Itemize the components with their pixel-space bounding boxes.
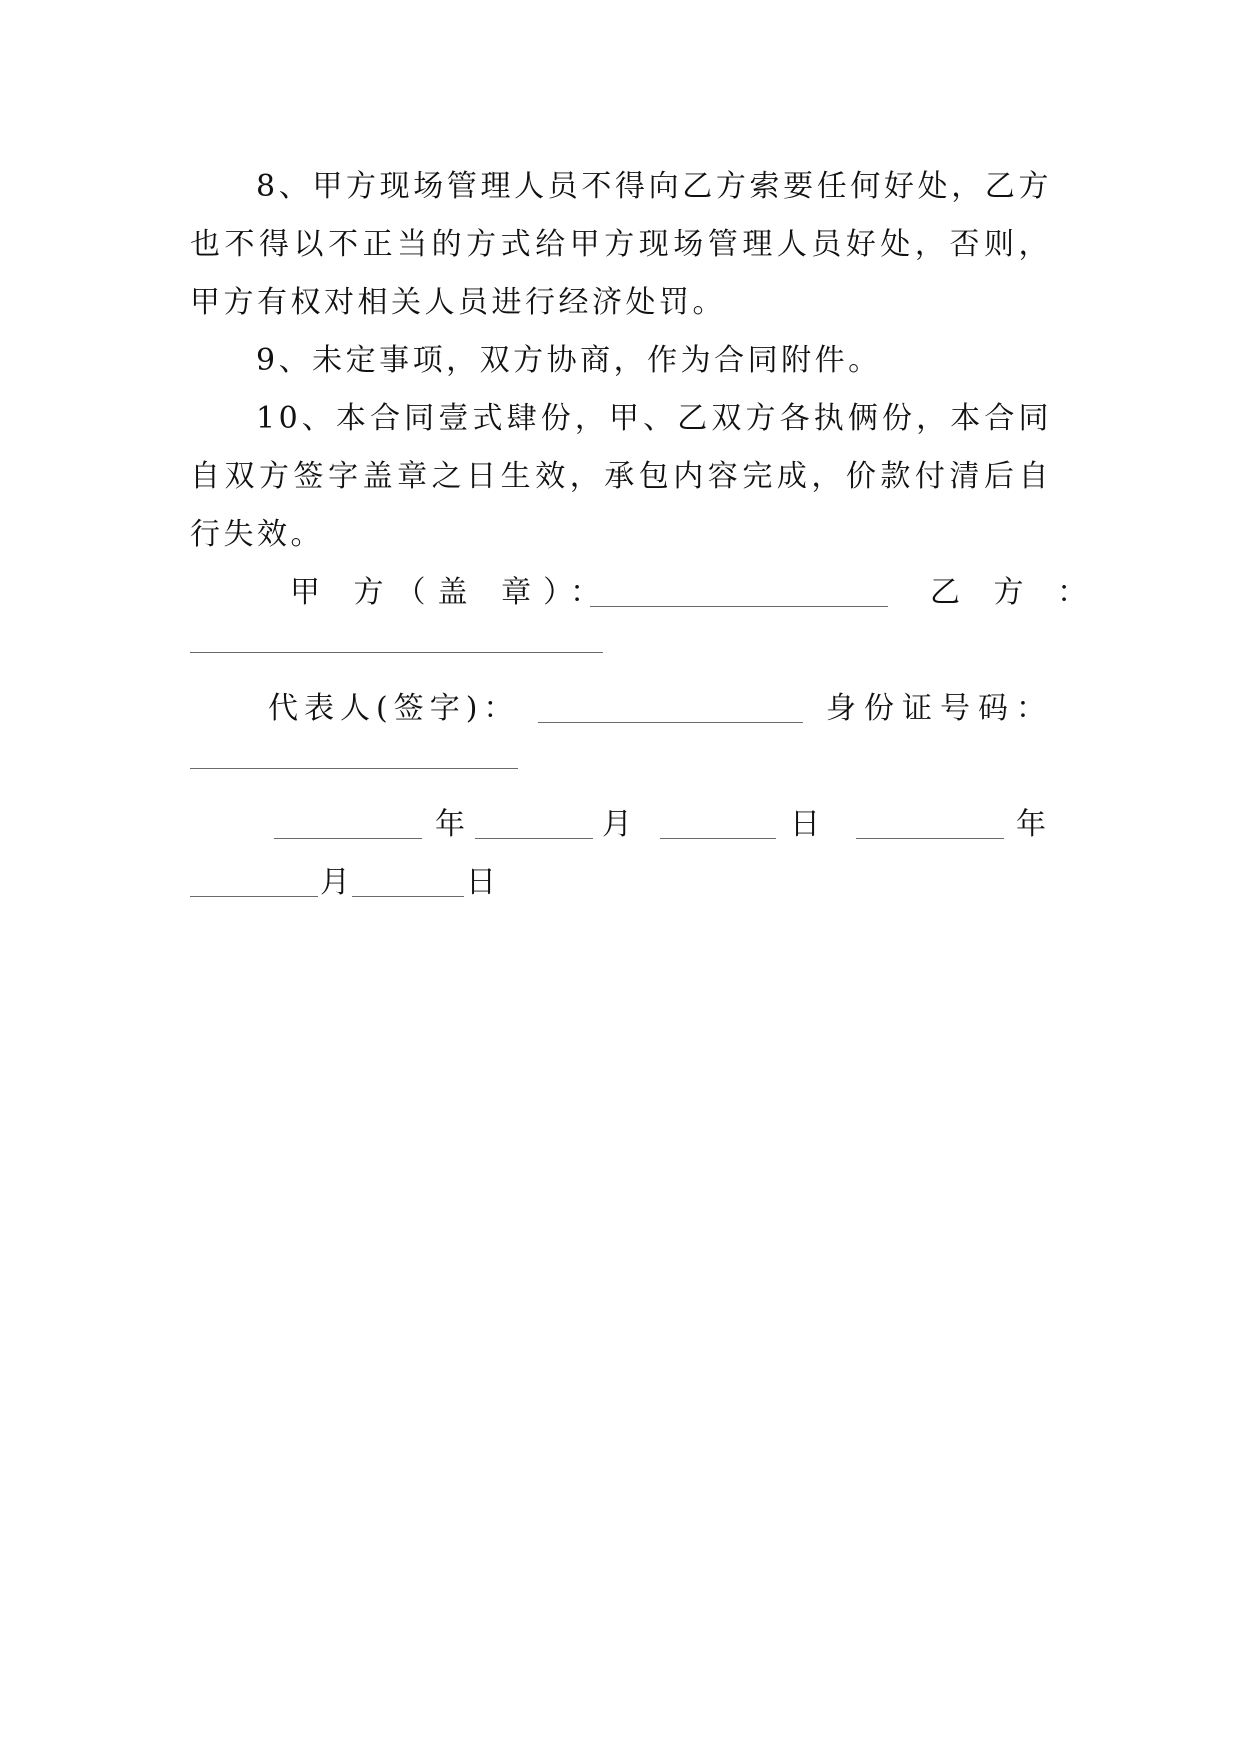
date-b-month-label: 月 [320, 865, 354, 900]
date-b-year-blank [856, 838, 1004, 839]
date-line-a [190, 796, 1052, 854]
date-b-month-blank [190, 896, 318, 897]
contract-body [190, 158, 1100, 912]
date-a-year-label: 年 [435, 807, 469, 842]
date-b-day-label: 日 [466, 865, 500, 900]
party-a-seal-blank [590, 606, 888, 607]
date-a-month-blank [475, 838, 593, 839]
representative-line [190, 680, 1052, 738]
id-number-blank [190, 768, 518, 769]
clause-9: 9、未定事项，双方协商，作为合同附件。 [256, 343, 882, 378]
representative-blank [538, 722, 803, 723]
id-number-label: 身份证号码： [826, 691, 1054, 726]
party-b-label: 乙 方 ： [930, 575, 1100, 610]
date-a-day-blank [660, 838, 776, 839]
representative-label: 代表人(签字)： [268, 691, 520, 726]
date-b-day-blank [352, 896, 464, 897]
date-a-day-label: 日 [790, 807, 824, 842]
date-b-year-label: 年 [1016, 807, 1050, 842]
date-a-month-label: 月 [602, 807, 636, 842]
party-b-blank [190, 652, 603, 653]
date-line-b [190, 854, 1052, 912]
clause-8: 8、甲方现场管理人员不得向乙方索要任何好处，乙方也不得以不正当的方式给甲方现场管理人员好处，否则，甲方有权对相关人员进行经济处罚。 [190, 169, 1052, 320]
date-a-year-blank [274, 838, 422, 839]
party-a-seal-label: 甲 方（盖 章）： [290, 575, 613, 610]
id-number-blank-line [190, 738, 1052, 796]
party-signature-line [190, 564, 1100, 622]
party-b-blank-line [190, 622, 1052, 680]
clause-10: 10、本合同壹式肆份，甲、乙双方各执俩份，本合同自双方签字盖章之日生效，承包内容完成，价款付清后自行失效。 [190, 401, 1052, 552]
